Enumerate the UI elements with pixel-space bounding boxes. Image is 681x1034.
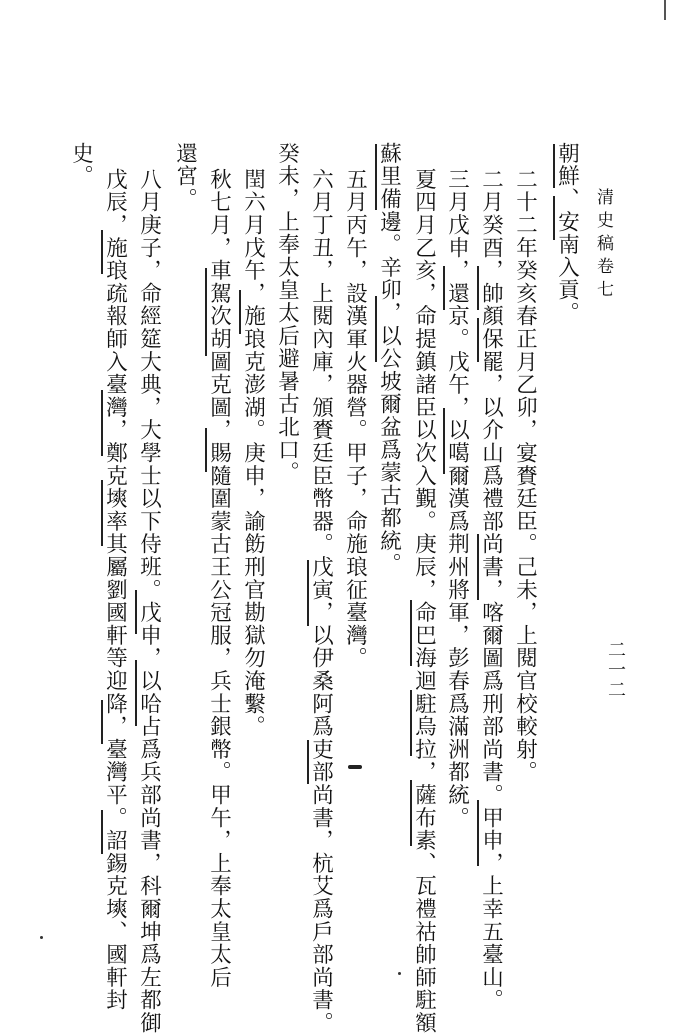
text-column-7: 五月丙午，設漢軍火器營。甲子，命施琅征臺灣。 <box>342 168 368 670</box>
name-mark <box>101 480 103 546</box>
book-title-header: 清史稿卷七 <box>593 188 613 303</box>
name-mark <box>375 144 377 210</box>
name-mark <box>553 196 555 240</box>
name-mark <box>477 800 479 866</box>
name-mark <box>205 268 207 356</box>
ink-blot <box>348 765 362 769</box>
name-mark <box>477 266 479 310</box>
name-mark <box>135 660 137 726</box>
name-mark <box>101 230 103 274</box>
name-mark <box>477 534 479 600</box>
name-mark <box>101 810 103 854</box>
name-mark <box>375 296 377 362</box>
name-mark <box>101 390 103 456</box>
name-mark <box>307 740 309 784</box>
name-mark <box>205 428 207 472</box>
name-mark <box>553 144 555 188</box>
name-mark <box>135 590 137 634</box>
text-column-9: 癸未，上奉太皇太后避暑古北口。 <box>274 142 300 484</box>
text-column-6: 蘇里備邊。辛卯，以公坡爾盆爲蒙古都統。 <box>376 142 402 576</box>
text-column-15: 史。 <box>68 142 94 188</box>
name-mark <box>410 780 412 846</box>
text-column-5: 夏四月乙亥，命提鎮諸臣以次入覲。庚辰，命巴海迴駐烏拉，薩布素、瓦禮祜帥師駐額 <box>411 168 437 1034</box>
text-column-1: 朝鮮、安南入貢。 <box>554 142 580 325</box>
text-column-13: 八月庚子，命經筵大典，大學士以下侍班。戊申，以哈占爲兵部尚書，科爾坤爲左都御 <box>136 168 162 1034</box>
text-column-2: 二十二年癸亥春正月乙卯，宴賚廷臣。己未，上閱官校較射。 <box>512 168 538 784</box>
ink-speck <box>40 936 43 939</box>
page-number: 二一二 <box>605 640 626 700</box>
ink-speck <box>398 972 401 975</box>
name-mark <box>410 690 412 756</box>
name-mark <box>307 560 309 626</box>
name-mark <box>101 700 103 744</box>
name-mark <box>477 318 479 362</box>
text-column-3: 二月癸酉，帥顏保罷，以介山爲禮部尚書，喀爾圖爲刑部尚書。甲申，上幸五臺山。 <box>478 168 504 1012</box>
name-mark <box>239 290 241 334</box>
text-column-12: 還宮。 <box>172 142 198 211</box>
text-column-11: 秋七月，車駕次胡圖克圖，賜隨圍蒙古王公冠服，兵士銀幣。甲午，上奉太皇太后 <box>206 168 232 989</box>
name-mark <box>443 266 445 310</box>
name-mark <box>443 408 445 474</box>
text-column-10: 閏六月戊午，施琅克澎湖。庚申，諭飭刑官勘獄勿淹繫。 <box>240 168 266 738</box>
text-column-4: 三月戊申，還京。戊午，以噶爾漢爲荆州將軍，彭春爲滿洲都統。 <box>444 168 470 830</box>
text-column-8: 六月丁丑，上閱內庫，頒賚廷臣幣器。戊寅，以伊桑阿爲吏部尚書，杭艾爲戶部尚書。 <box>308 168 334 1034</box>
name-mark <box>410 600 412 666</box>
text-column-14: 戊辰，施琅疏報師入臺灣，鄭克塽率其屬劉國軒等迎降，臺灣平。詔錫克塽、國軒封 <box>102 168 128 1012</box>
scan-edge-mark <box>664 0 666 20</box>
